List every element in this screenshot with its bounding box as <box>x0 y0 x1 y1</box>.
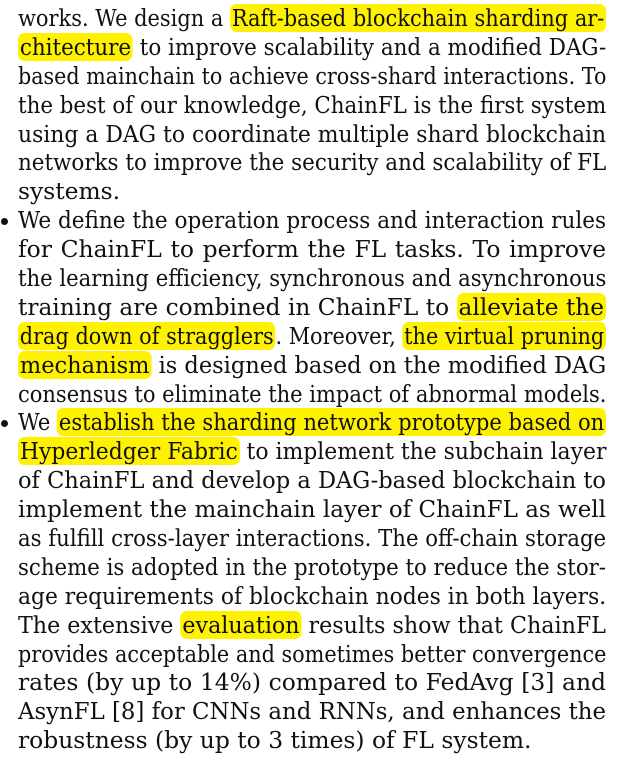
text-span: We <box>18 408 58 437</box>
highlight: Raft-based blockchain sharding ar- <box>231 4 605 32</box>
text-line: robustness (by up to 3 times) of FL system. <box>18 726 532 755</box>
text-line <box>18 408 606 437</box>
highlight: chitecture <box>19 32 132 61</box>
text-line <box>18 611 606 640</box>
text-line <box>18 322 606 351</box>
text-span: results show that ChainFL <box>301 610 606 639</box>
bullet-item <box>18 206 606 408</box>
bullet-icon <box>1 420 8 427</box>
text-span: training are combined in ChainFL to <box>18 292 457 321</box>
text-line: using a DAG to coordinate multiple shard blockchain <box>18 119 607 148</box>
highlight: mechanism <box>19 350 150 379</box>
text-line: of ChainFL and develop a DAG-based blockchain to <box>18 466 606 495</box>
text-line: provides acceptable and sometimes better convergence <box>18 639 607 668</box>
text-line <box>18 4 606 33</box>
text-line: consensus to eliminate the impact of abnormal models. <box>18 379 607 408</box>
text-line: scheme is adopted in the prototype to reduce the stor- <box>18 552 606 581</box>
text-line <box>18 351 606 380</box>
text-line: the best of our knowledge, ChainFL is the first system <box>18 90 607 119</box>
text-span: is designed based on the modified DAG <box>151 350 607 379</box>
highlight: alleviate the <box>458 292 605 321</box>
text-line: rates (by up to 14%) compared to FedAvg [3] and <box>18 668 607 697</box>
text-line: AsynFL [8] for CNNs and RNNs, and enhances the <box>18 697 606 726</box>
text-line: as fulfill cross-layer interactions. The off-chain storage <box>18 524 607 553</box>
text-line: We define the operation process and interaction rules <box>18 206 606 235</box>
text-line: based mainchain to achieve cross-shard interactions. To <box>18 61 607 90</box>
text-line: for ChainFL to perform the FL tasks. To improve <box>18 235 607 264</box>
text-span: The extensive <box>18 610 181 639</box>
bullet-item <box>18 408 606 755</box>
text-span: . Moreover, <box>275 321 403 350</box>
highlight: evaluation <box>182 610 300 639</box>
text-span: to implement the subchain layer <box>239 437 607 466</box>
paragraph-continuation <box>18 4 606 206</box>
text-line: systems. <box>18 177 121 206</box>
highlight: drag down of stragglers <box>19 321 274 350</box>
text-span: works. We design a <box>18 4 231 32</box>
highlight: Hyperledger Fabric <box>19 437 238 466</box>
text-line: networks to improve the security and scalability of FL <box>18 148 607 177</box>
text-line <box>18 437 606 466</box>
text-line: age requirements of blockchain nodes in both layers. <box>18 581 607 610</box>
highlight: the virtual pruning <box>404 321 605 350</box>
text-line: implement the mainchain layer of ChainFL as well <box>18 495 606 524</box>
text-span: to improve scalability and a modified DAG- <box>132 32 607 61</box>
paper-text-block <box>18 4 606 755</box>
bullet-icon <box>1 218 8 225</box>
text-line: the learning efficiency, synchronous and asynchronous <box>18 264 607 293</box>
text-line <box>18 33 606 62</box>
highlight: establish the sharding network prototype based on <box>58 408 605 437</box>
text-line <box>18 293 606 322</box>
